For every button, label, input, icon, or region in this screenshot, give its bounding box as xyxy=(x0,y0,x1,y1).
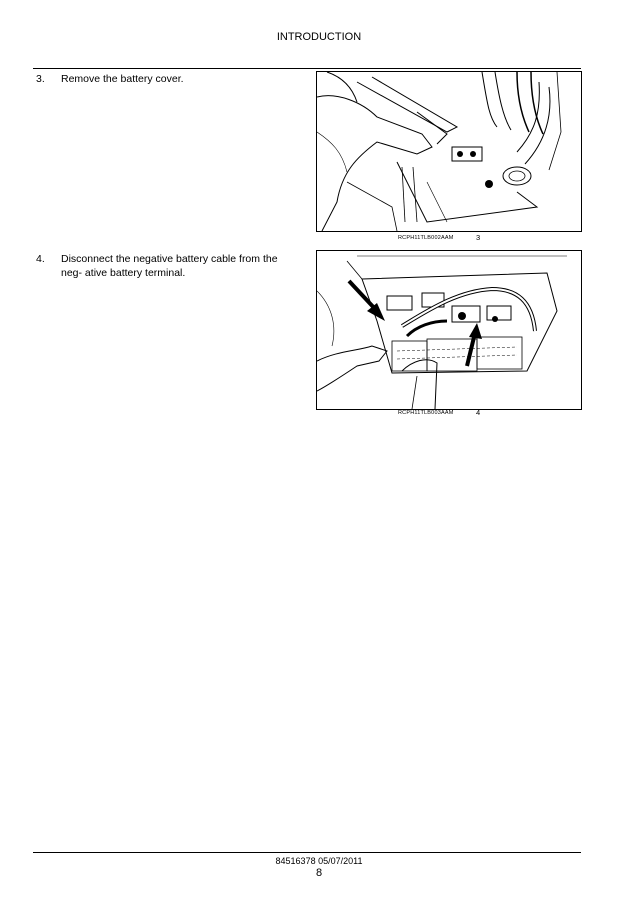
figure-reference-label: RCPH11TLB002AAM xyxy=(398,235,454,241)
figure-remove-battery-cover xyxy=(316,71,582,232)
figure-number: 4 xyxy=(476,408,481,417)
step-number: 4. xyxy=(36,253,45,265)
header-divider xyxy=(33,68,581,69)
footer-document-reference: 84516378 05/07/2011 xyxy=(275,856,363,866)
step-text: Disconnect the negative battery cable from the neg- ative battery terminal. xyxy=(61,253,278,279)
step-text: Remove the battery cover. xyxy=(61,73,184,85)
figure-reference-label: RCPH11TLB003AAM xyxy=(398,410,454,416)
step-number: 3. xyxy=(36,73,45,85)
figure-number: 3 xyxy=(476,233,481,242)
page-header-title: INTRODUCTION xyxy=(276,31,362,43)
footer-divider xyxy=(33,852,581,853)
battery-cover-illustration xyxy=(317,72,581,231)
battery-terminal-illustration xyxy=(317,251,581,409)
page-number: 8 xyxy=(315,867,323,879)
figure-disconnect-negative-cable xyxy=(316,250,582,410)
